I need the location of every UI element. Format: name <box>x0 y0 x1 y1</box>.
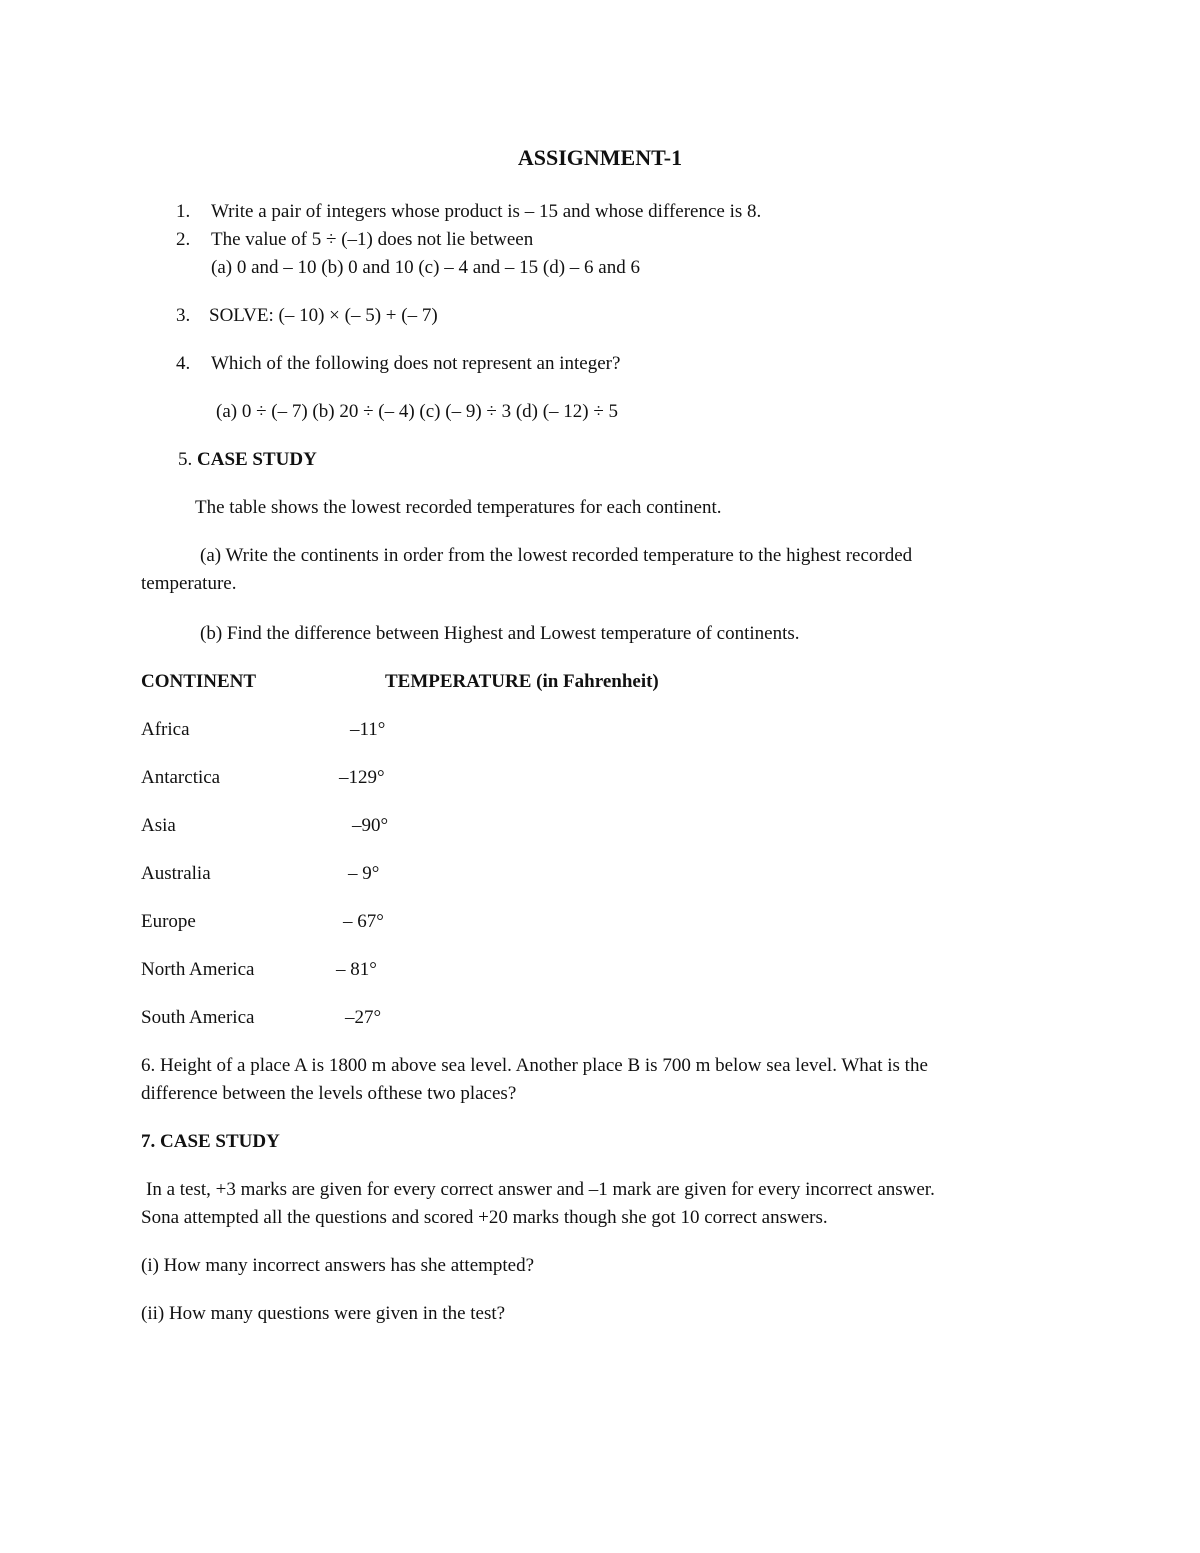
question-3-number: 3. <box>176 305 191 326</box>
table-header-temperature: TEMPERATURE (in Fahrenheit) <box>385 671 659 692</box>
case-study-part-a-line-1: (a) Write the continents in order from the lowest recorded temperature to the highest recorded <box>200 545 913 566</box>
table-row-temperature: –11° <box>350 719 386 740</box>
table-row-continent: Asia <box>141 815 176 836</box>
table-header-continent: CONTINENT <box>141 671 257 692</box>
table-row-continent: North America <box>141 959 255 980</box>
question-7-line-2: Sona attempted all the questions and scored +20 marks though she got 10 correct answers. <box>141 1207 828 1228</box>
table-row-continent: Antarctica <box>141 767 221 788</box>
table-row-continent: South America <box>141 1007 255 1028</box>
question-2-options: (a) 0 and – 10 (b) 0 and 10 (c) – 4 and – 15 (d) – 6 and 6 <box>211 257 640 278</box>
question-3-text: SOLVE: (– 10) × (– 5) + (– 7) <box>209 305 438 326</box>
table-row-continent: Africa <box>141 719 190 740</box>
case-study-part-b: (b) Find the difference between Highest and Lowest temperature of continents. <box>200 623 800 644</box>
question-4-text: Which of the following does not represent an integer? <box>211 353 621 374</box>
table-row-continent: Australia <box>141 863 211 884</box>
table-row-continent: Europe <box>141 911 196 932</box>
question-5-heading <box>178 450 317 469</box>
question-6-line-1: 6. Height of a place A is 1800 m above sea level. Another place B is 700 m below sea level. What is the <box>141 1055 928 1076</box>
question-2-text: The value of 5 ÷ (–1) does not lie between <box>211 229 534 250</box>
question-1-number: 1. <box>176 201 191 222</box>
question-4-options: (a) 0 ÷ (– 7) (b) 20 ÷ (– 4) (c) (– 9) ÷ 3 (d) (– 12) ÷ 5 <box>216 401 619 422</box>
question-7-part-i: (i) How many incorrect answers has she attempted? <box>141 1255 535 1276</box>
question-7-line-1: In a test, +3 marks are given for every correct answer and –1 mark are given for every incorrect answer. <box>146 1179 935 1200</box>
case-study-heading: CASE STUDY <box>197 449 317 470</box>
question-6-line-2: difference between the levels ofthese two places? <box>141 1083 517 1104</box>
question-1-text: Write a pair of integers whose product is – 15 and whose difference is 8. <box>211 201 762 222</box>
question-5-number: 5. <box>178 449 193 470</box>
question-7-heading: 7. CASE STUDY <box>141 1131 280 1152</box>
table-row-temperature: – 67° <box>343 911 384 932</box>
table-row-temperature: –129° <box>339 767 385 788</box>
case-study-part-a-line-2: temperature. <box>141 573 237 594</box>
case-study-intro: The table shows the lowest recorded temperatures for each continent. <box>195 497 722 518</box>
table-row-temperature: – 81° <box>336 959 377 980</box>
page-title: ASSIGNMENT-1 <box>517 145 683 170</box>
question-2-number: 2. <box>176 229 191 250</box>
table-row-temperature: –90° <box>352 815 389 836</box>
question-7-part-ii: (ii) How many questions were given in the test? <box>141 1303 506 1324</box>
table-row-temperature: –27° <box>345 1007 382 1028</box>
question-4-number: 4. <box>176 353 191 374</box>
table-row-temperature: – 9° <box>348 863 380 884</box>
